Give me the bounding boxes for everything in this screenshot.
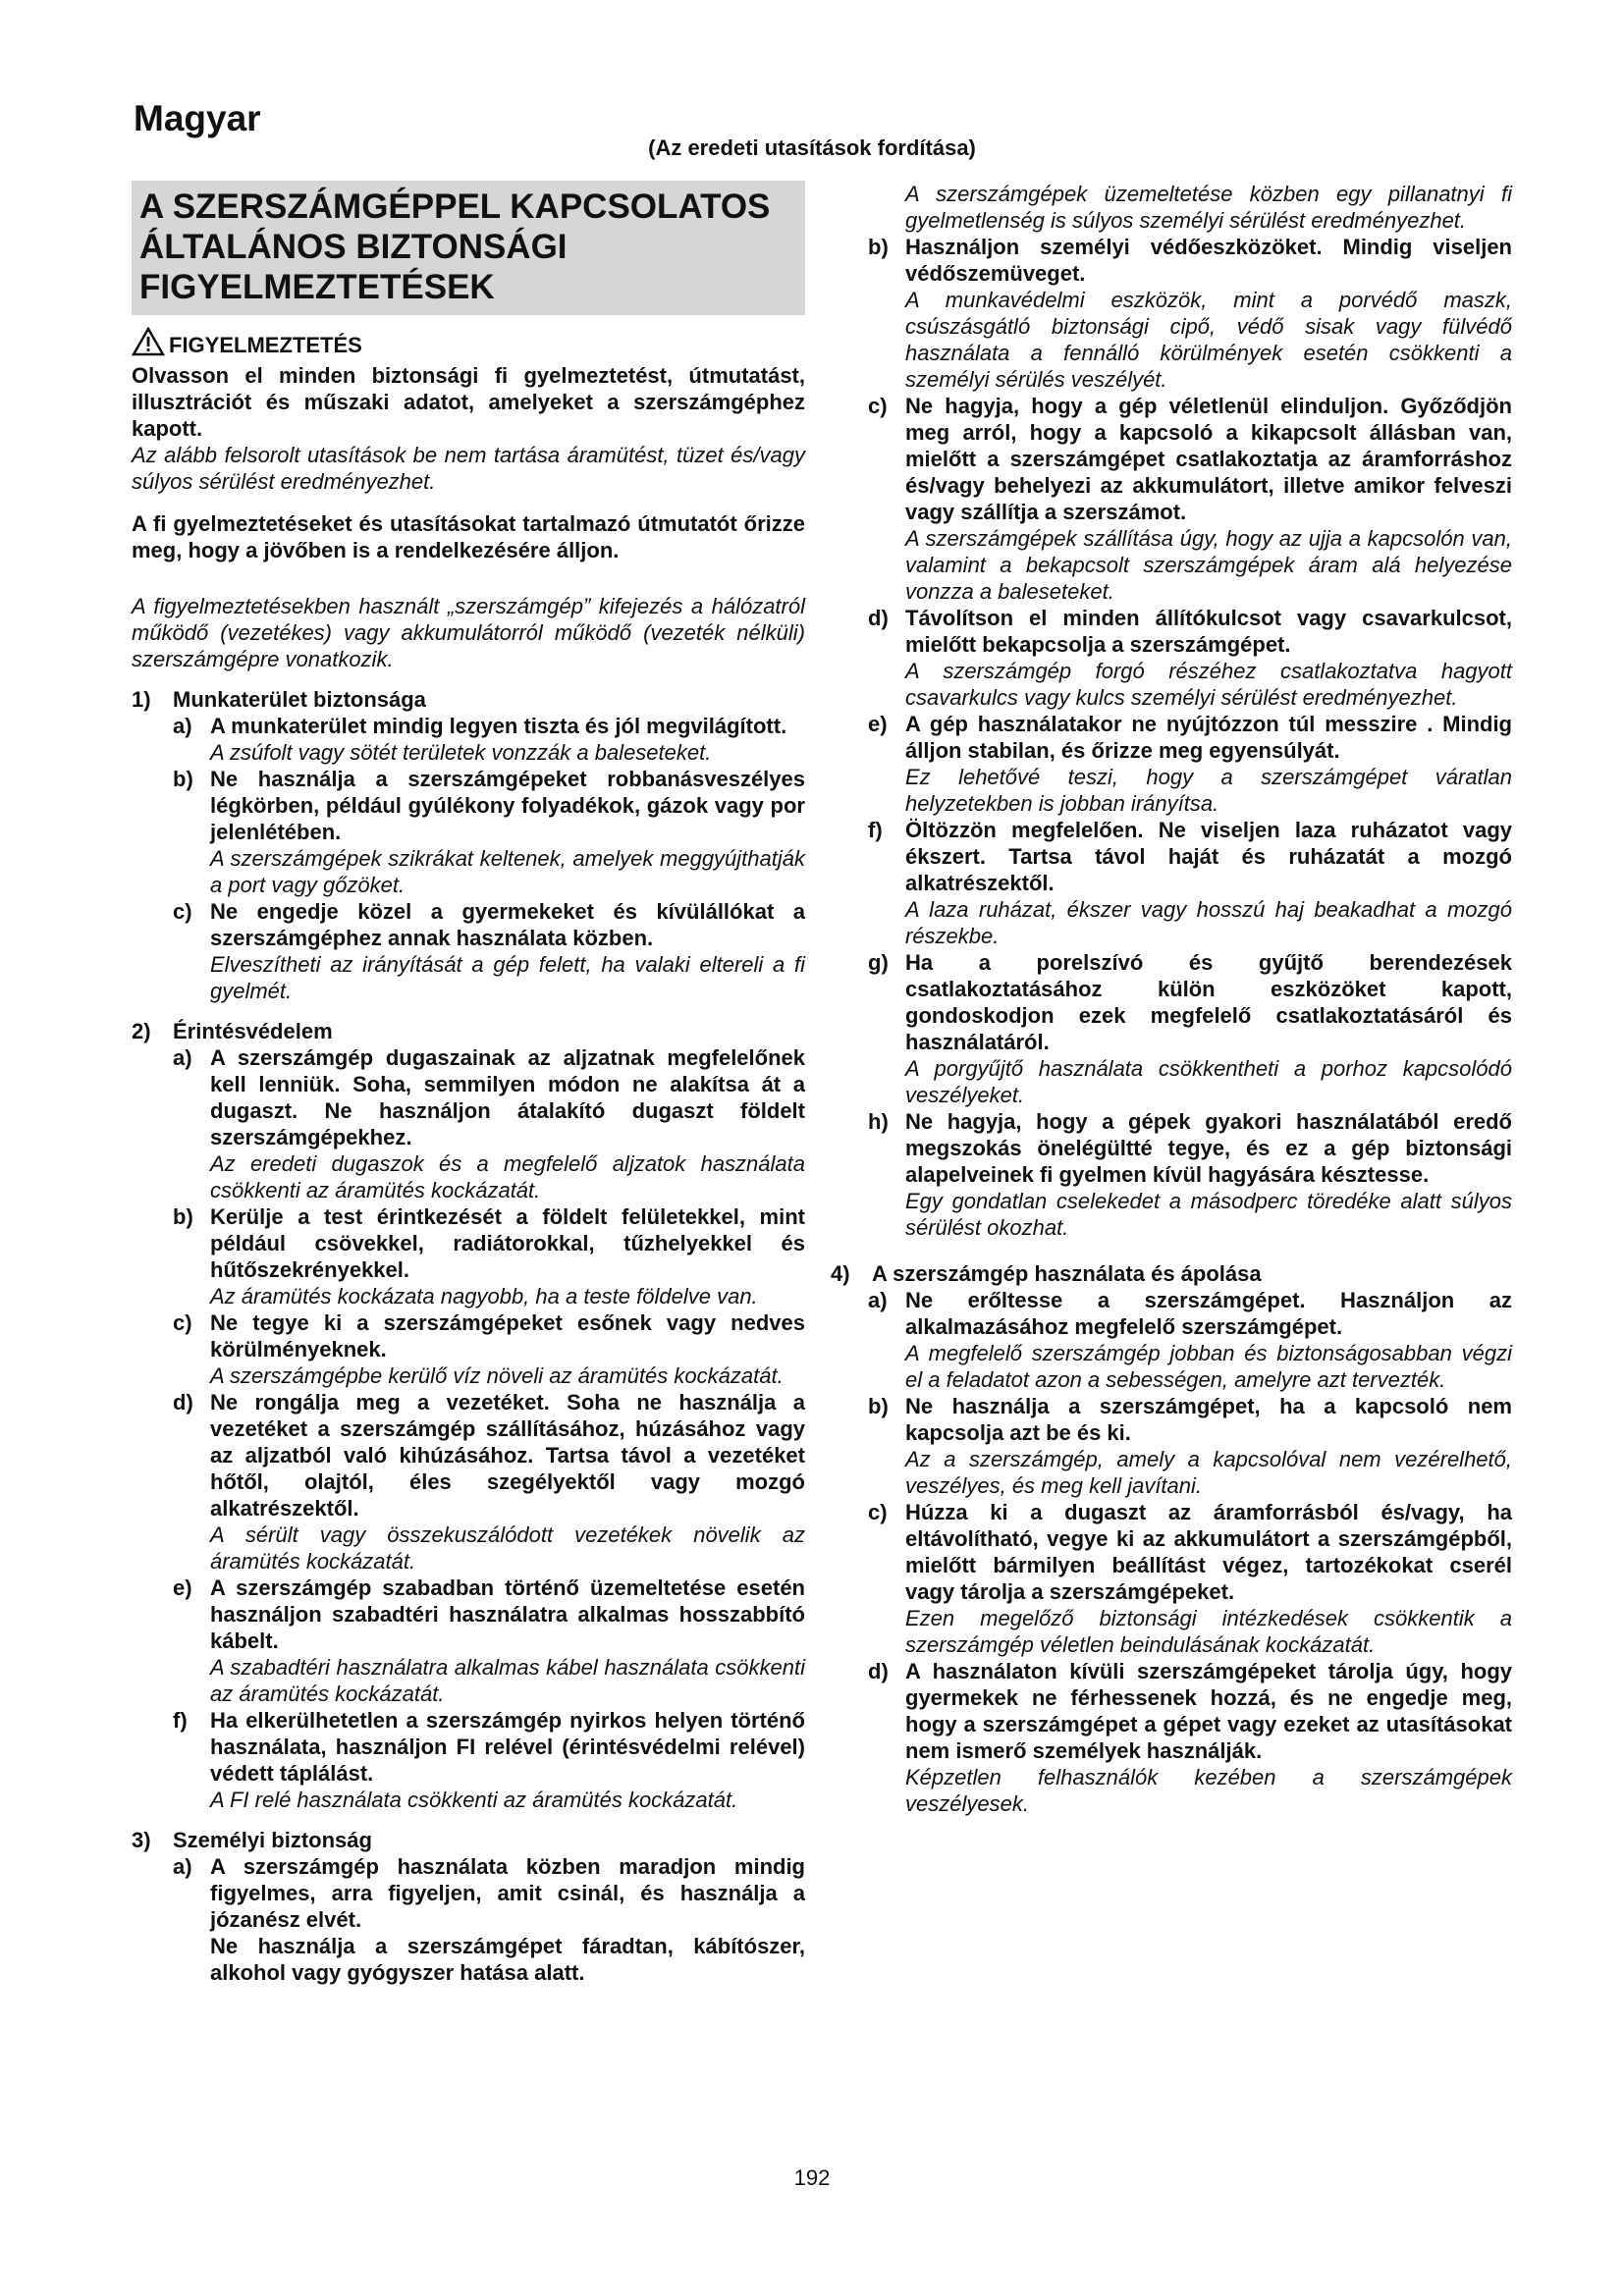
keep-instructions: A fi gyelmeztetéseket és utasításokat tartalmazó útmutatót őrizze meg, hogy a jövőben is a rendelkezésére álljon.	[132, 511, 805, 562]
list-item: c) Húzza ki a dugaszt az áramforrásból és/vagy, ha eltávolítható, vegye ki az akkumulátort a szerszámgépből, mielőtt bármilyen beállítást végez, tartozékokat cserél vagy tárolja a szerszámgépeket. Ezen megelőző biztonsági intézkedések csökkentik a szerszámgép véletlen beindulásának kockázatát.	[868, 1500, 1512, 1657]
list-item: e) A szerszámgép szabadban történő üzemeltetése esetén használjon szabadtéri használatra alkalmas hosszabbító kábelt. A szabadtéri használatra alkalmas kábel használata csökkenti az áramütés kockázatát.	[173, 1575, 805, 1706]
list-item: b) Kerülje a test érintkezését a földelt felületekkel, mint például csövekkel, radiátorokkal, tűzhelyekkel és hűtőszekrényekkel. Az áramütés kockázata nagyobb, ha a teste földelve van.	[173, 1204, 805, 1308]
list-item: e) A gép használatakor ne nyújtózzon túl messzire . Mindig álljon stabilan, és őrizze meg egyensúlyát. Ez lehetővé teszi, hogy a szerszámgépet váratlan helyzetekben is jobban irányítsa.	[868, 712, 1512, 816]
section-2-heading: 2) Érintésvédelem	[132, 1019, 333, 1043]
section-1-heading: 1) Munkaterület biztonsága	[132, 687, 426, 712]
list-item: a) A szerszámgép használata közben maradjon mindig figyelmes, arra figyeljen, amit csinál, és használja a józanész elvét. Ne használja a szerszámgépet fáradtan, kábítószer, alkohol vagy gyógyszer hatása alatt.	[173, 1854, 805, 1985]
list-item: a) A szerszámgép dugaszainak az aljzatnak megfelelőnek kell lenniük. Soha, semmilyen módon ne alakítsa át a dugaszt. Ne használjon átalakító dugaszt földelt szerszámgépekhez. Az eredeti dugaszok és a megfelelő aljzatok használata csökkenti az áramütés kockázatát.	[173, 1045, 805, 1202]
list-item: d) Távolítson el minden állítókulcsot vagy csavarkulcsot, mielőtt bekapcsolja a szerszámgépet. A szerszámgép forgó részéhez csatlakoztatva hagyott csavarkulcs vagy kulcs személyi sérülést eredményezhet.	[868, 606, 1512, 710]
definition-text: A figyelmeztetésekben használt „szerszámgép” kifejezés a hálózatról működő (vezetékes) vagy akkumulátorról működő (vezeték nélküli) szerszámgépre vonatkozik.	[132, 594, 805, 671]
warning-text: Olvasson el minden biztonsági fi gyelmeztetést, útmutatást, illusztrációt és műszaki adatot, amelyeket a szerszámgéphez kapott.	[132, 363, 805, 441]
warning-consequence: Az alább felsorolt utasítások be nem tartása áramütést, tüzet és/vagy súlyos sérülést eredményezhet.	[132, 443, 805, 494]
section-3-items-left	[132, 1853, 805, 1986]
list-item: f) Öltözzön megfelelően. Ne viseljen laza ruházatot vagy ékszert. Tartsa távol haját és ruházatát a mozgó alkatrészektől. A laza ruházat, ékszer vagy hosszú haj beakadhat a mozgó részekbe.	[868, 818, 1512, 948]
right-column	[831, 181, 1512, 1817]
left-column	[132, 181, 805, 1986]
list-item: c) Ne tegye ki a szerszámgépeket esőnek vagy nedves körülményeknek. A szerszámgépbe kerülő víz növeli az áramütés kockázatát.	[173, 1310, 805, 1388]
page-number: 192	[793, 2165, 831, 2190]
warning-heading	[132, 327, 805, 362]
continued-text: A szerszámgépek üzemeltetése közben egy pillanatnyi fi gyelmetlenség is súlyos személyi sérülést eredményezhet.	[905, 182, 1512, 233]
language-heading: Magyar	[134, 98, 261, 138]
list-item: d) Ne rongálja meg a vezetéket. Soha ne használja a vezetéket a szerszámgép szállításához, húzásához vagy az aljzatból való kihúzásához. Tartsa távol a vezetéket hőtől, olajtól, éles szegélyektől vagy mozgó alkatrészektől. A sérült vagy összekuszálódott vezetékek növelik az áramütés kockázatát.	[173, 1390, 805, 1574]
list-item: c) Ne hagyja, hogy a gép véletlenül elinduljon. Győződjön meg arról, hogy a kapcsoló a kikapcsolt állásban van, mielőtt a szerszámgépet csatlakoztatja az áramforráshoz és/vagy behelyezi az akkumulátort, illetve amikor felveszi vagy szállítja a szerszámot. A szerszámgépek szállítása úgy, hogy az ujja a kapcsolón van, valamint a bekapcsolt szerszámgépek áram alá helyezése vonzza a baleseteket.	[868, 394, 1512, 604]
list-item: d) A használaton kívüli szerszámgépeket tárolja úgy, hogy gyermekek ne férhessenek hozzá, és ne engedje meg, hogy a szerszámgépet a gépet vagy ezeket az utasításokat nem ismerő személyek használják. Képzetlen felhasználók kezében a szerszámgépek veszélyesek.	[868, 1659, 1512, 1816]
section-2-items	[132, 1044, 805, 1813]
list-item: a) Ne erőltesse a szerszámgépet. Használjon az alkalmazásához megfelelő szerszámgépet. A megfelelő szerszámgép jobban és biztonságosabban végzi el a feladatot azon a sebességen, amelyre azt tervezték.	[868, 1288, 1512, 1392]
warning-label: FIGYELMEZTETÉS	[169, 332, 362, 357]
list-item: f) Ha elkerülhetetlen a szerszámgép nyirkos helyen történő használata, használjon FI relével (érintésvédelmi relével) védett táplálást. A FI relé használata csökkenti az áramütés kockázatát.	[173, 1708, 805, 1812]
list-item: b) Ne használja a szerszámgépeket robbanásveszélyes légkörben, például gyúlékony folyadékok, gázok vagy por jelenlétében. A szerszámgépek szikrákat keltenek, amelyek meggyújthatják a port vagy gőzöket.	[173, 767, 805, 897]
list-item: a) A munkaterület mindig legyen tiszta és jól megvilágított. A zsúfolt vagy sötét területek vonzzák a baleseteket.	[173, 714, 787, 765]
section-4-heading: 4) A szerszámgép használata és ápolása	[831, 1261, 1262, 1286]
list-item: b) Használjon személyi védőeszközöket. Mindig viseljen védőszemüveget. A munkavédelmi eszközök, mint a porvédő maszk, csúszásgátló biztonsági cipő, védő sisak vagy fülvédő használata a fennálló körülmények esetén csökkenti a személyi sérülés veszélyét.	[868, 235, 1512, 392]
list-item: c) Ne engedje közel a gyermekeket és kívülállókat a szerszámgéphez annak használata közben. Elveszítheti az irányítását a gép felett, ha valaki eltereli a fi gyelmét.	[173, 899, 805, 1003]
title-box: A SZERSZÁMGÉPPEL KAPCSOLATOS ÁLTALÁNOS BIZTONSÁGI FIGYELMEZTETÉSEK	[132, 181, 805, 315]
list-item: b) Ne használja a szerszámgépet, ha a kapcsoló nem kapcsolja azt be és ki. Az a szerszámgép, amely a kapcsolóval nem vezérelhető, veszélyes, és meg kell javítani.	[868, 1394, 1512, 1498]
section-3-heading: 3) Személyi biztonság	[132, 1828, 372, 1852]
translation-subtitle: (Az eredeti utasítások fordítása)	[648, 135, 976, 160]
section-3-items-right	[831, 181, 1512, 1241]
list-item: h) Ne hagyja, hogy a gépek gyakori használatából eredő megszokás önelégültté tegye, és ez a gép biztonsági alapelveinek fi gyelmen kívül hagyására késztesse. Egy gondatlan cselekedet a másodperc töredéke alatt súlyos sérülést okozhat.	[868, 1109, 1512, 1240]
warning-triangle-icon	[132, 327, 165, 362]
section-1-items	[132, 713, 805, 1004]
list-item: g) Ha a porelszívó és gyűjtő berendezések csatlakoztatásához külön eszközöket kapott, gondoskodjon ezek megfelelő csatlakoztatásáról és használatáról. A porgyűjtő használata csökkentheti a porhoz kapcsolódó veszélyeket.	[868, 950, 1512, 1107]
section-4-items	[831, 1287, 1512, 1817]
